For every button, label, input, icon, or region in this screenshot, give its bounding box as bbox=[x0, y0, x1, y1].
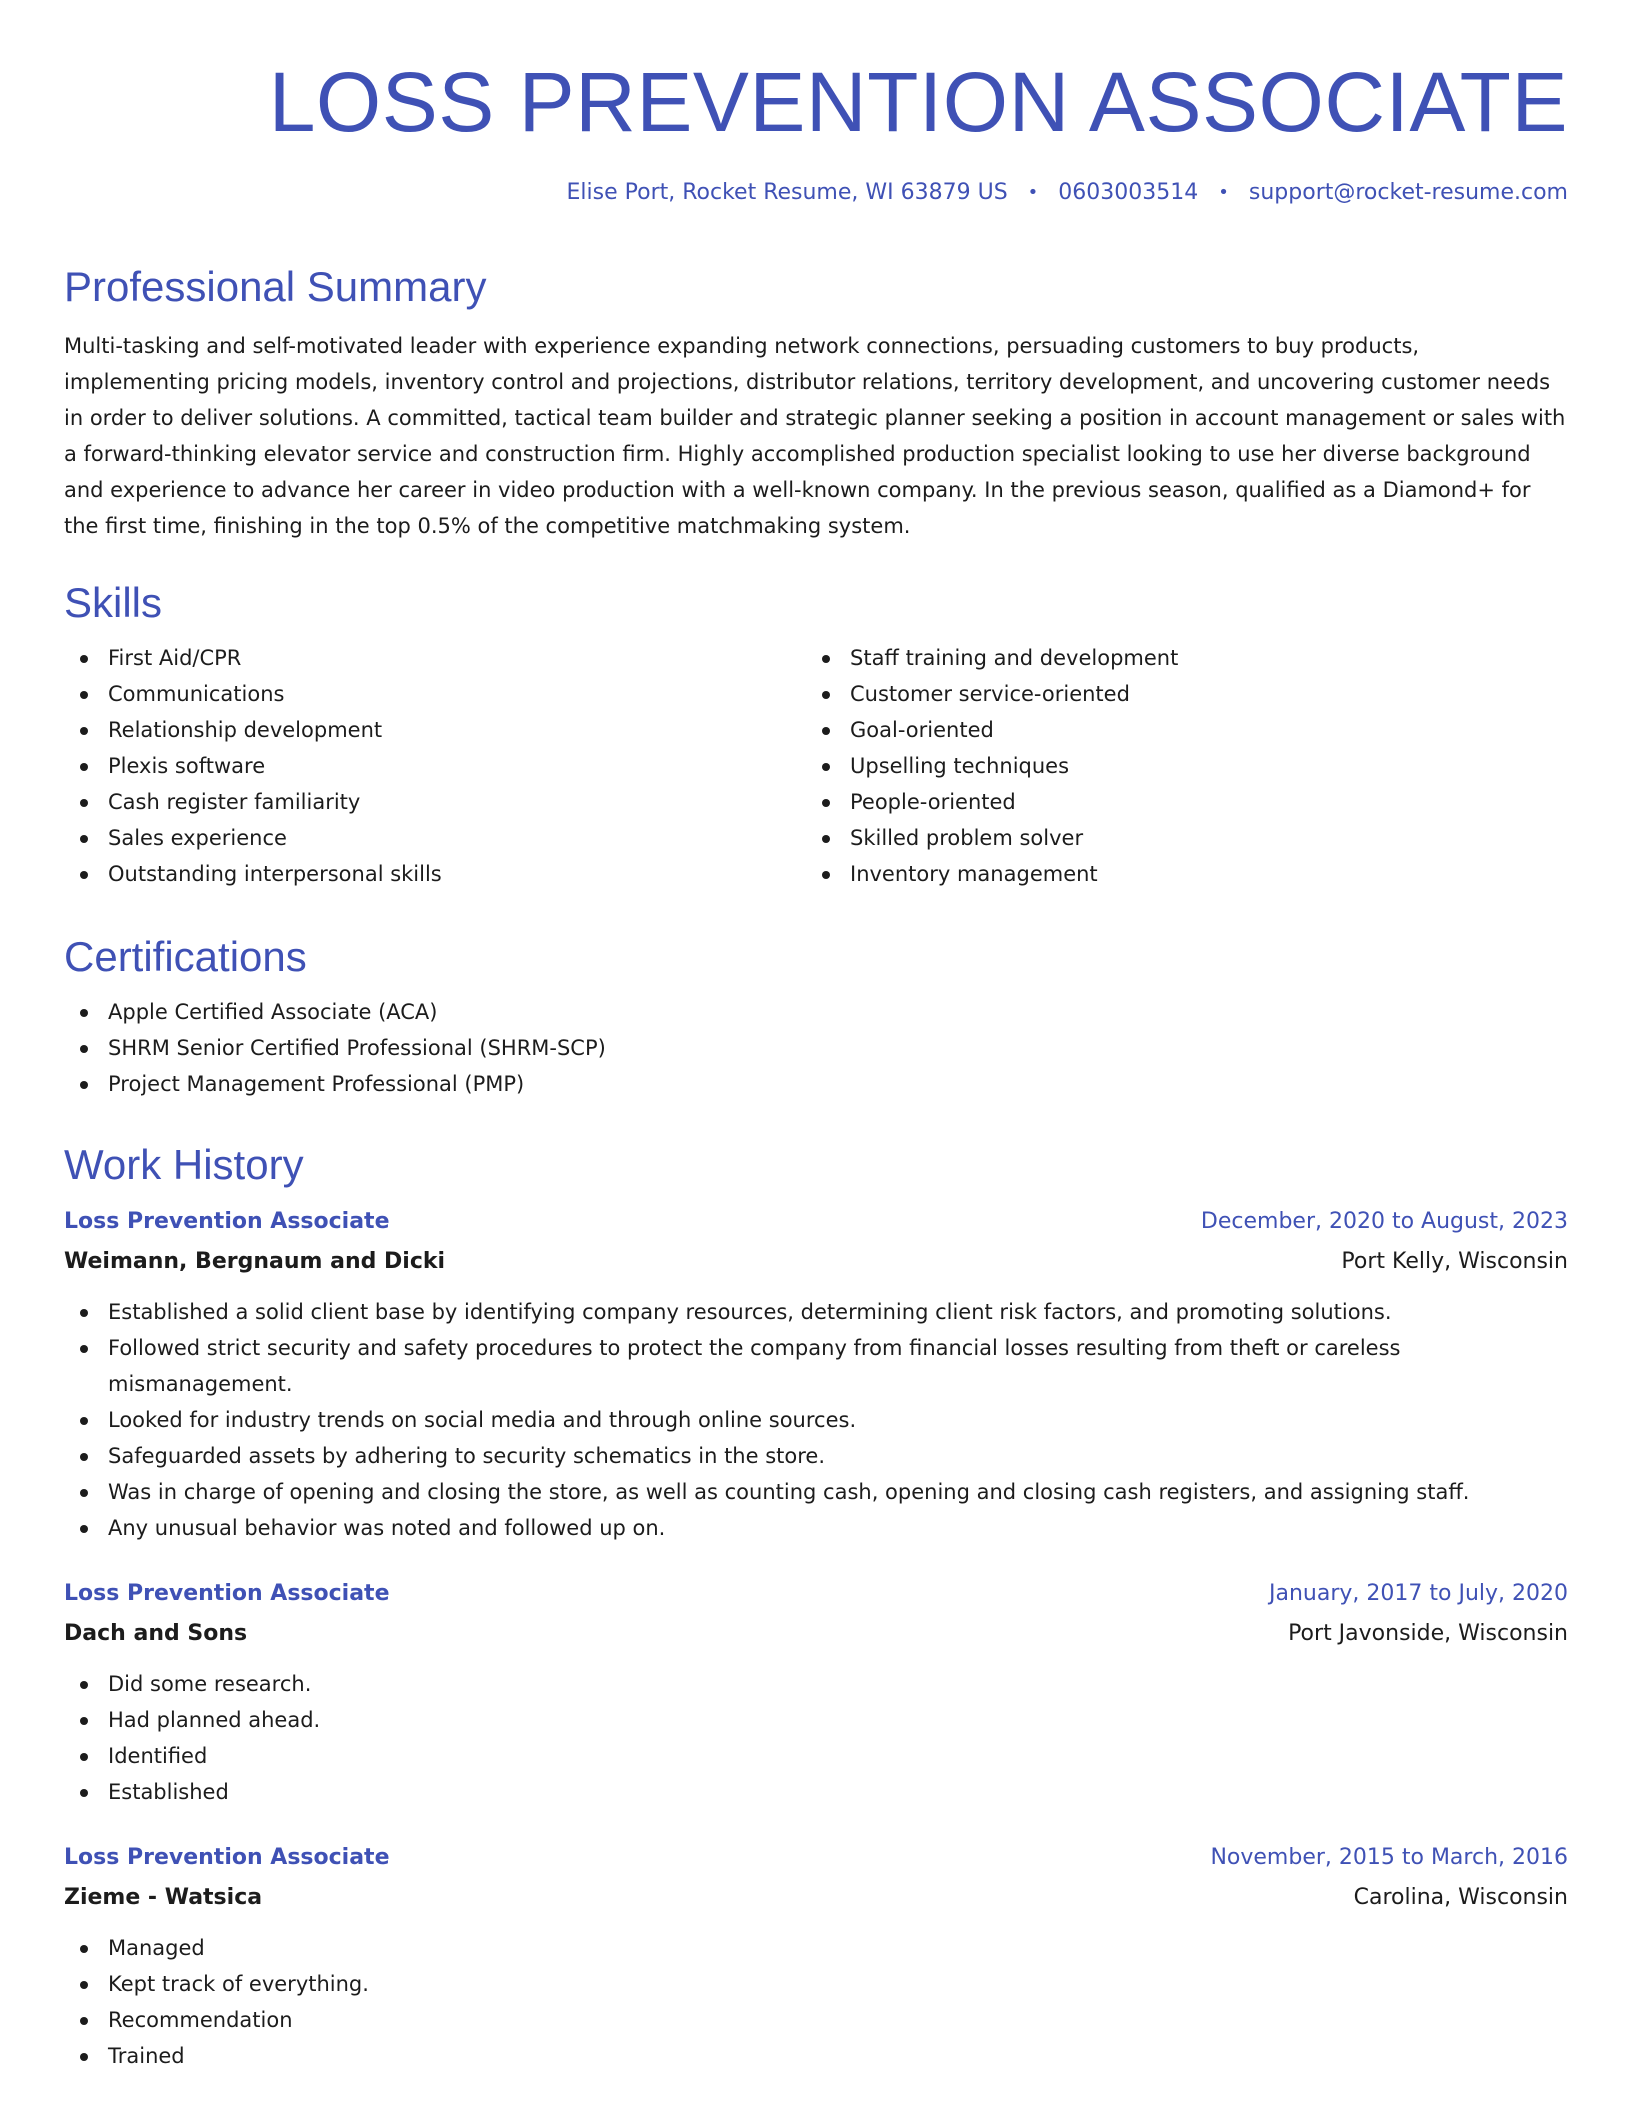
skill-item: Upselling techniques bbox=[806, 748, 1548, 784]
job-title: Loss Prevention Associate bbox=[64, 1845, 390, 1870]
job-duty: Was in charge of opening and closing the store, as well as counting cash, opening and closing cash registers, and assigning staff. bbox=[64, 1474, 1568, 1510]
work-history-heading: Work History bbox=[64, 1141, 304, 1188]
job-title: Loss Prevention Associate bbox=[64, 1581, 390, 1606]
job-dates: November, 2015 to March, 2016 bbox=[1210, 1845, 1568, 1870]
job-duty: Managed bbox=[64, 1930, 1568, 1966]
job-duties-list bbox=[64, 1294, 1568, 1546]
skill-item: Outstanding interpersonal skills bbox=[64, 856, 806, 892]
job-duties-list bbox=[64, 1666, 1568, 1810]
certification-item: SHRM Senior Certified Professional (SHRM-SCP) bbox=[64, 1030, 1568, 1066]
skills-section bbox=[64, 578, 1568, 892]
skills-heading: Skills bbox=[64, 579, 163, 626]
skills-list-left bbox=[64, 640, 806, 892]
skill-item: Cash register familiarity bbox=[64, 784, 806, 820]
job-entry bbox=[64, 1574, 1568, 1810]
contact-address: Elise Port, Rocket Resume, WI 63879 US bbox=[566, 180, 1008, 205]
summary-text: Multi-tasking and self-motivated leader with experience expanding network connections, persuading customers to buy products, implementing pricing models, inventory control and projections, distributor relations, territory development, and uncovering customer needs in order to deliver solutions. A committed, tactical team builder and strategic planner seeking a position in account management or sales with a forward-thinking elevator service and construction firm. Highly accomplished production specialist looking to use her diverse background and experience to advance her career in video production with a well-known company. In the previous season, qualified as a Diamond+ for the first time, finishing in the top 0.5% of the competitive matchmaking system. bbox=[64, 334, 1566, 538]
skill-item: Plexis software bbox=[64, 748, 806, 784]
job-header-row bbox=[64, 1202, 1568, 1242]
job-duty: Safeguarded assets by adhering to security schematics in the store. bbox=[64, 1438, 1568, 1474]
job-duty: Trained bbox=[64, 2038, 1568, 2074]
job-company-row bbox=[64, 1614, 1568, 1654]
job-company: Weimann, Bergnaum and Dicki bbox=[64, 1249, 446, 1274]
certification-item: Apple Certified Associate (ACA) bbox=[64, 994, 1568, 1030]
job-duty: Any unusual behavior was noted and followed up on. bbox=[64, 1510, 1568, 1546]
skills-columns bbox=[64, 640, 1568, 892]
job-location: Port Javonside, Wisconsin bbox=[1288, 1621, 1568, 1646]
skill-item: First Aid/CPR bbox=[64, 640, 806, 676]
job-company-row bbox=[64, 1242, 1568, 1282]
skill-item: Customer service-oriented bbox=[806, 676, 1548, 712]
job-duty: Established bbox=[64, 1774, 1568, 1810]
certification-item: Project Management Professional (PMP) bbox=[64, 1066, 1568, 1102]
summary-heading: Professional Summary bbox=[64, 263, 487, 310]
contact-phone: 0603003514 bbox=[1058, 180, 1199, 205]
job-header-row bbox=[64, 1574, 1568, 1614]
skills-list-right bbox=[806, 640, 1548, 892]
skill-item: Staff training and development bbox=[806, 640, 1548, 676]
job-company: Zieme - Watsica bbox=[64, 1885, 263, 1910]
job-entry bbox=[64, 1202, 1568, 1546]
skill-item: Inventory management bbox=[806, 856, 1548, 892]
skill-item: Sales experience bbox=[64, 820, 806, 856]
certifications-heading: Certifications bbox=[64, 933, 307, 980]
job-header-row bbox=[64, 1838, 1568, 1878]
skill-item: Relationship development bbox=[64, 712, 806, 748]
job-duty: Followed strict security and safety procedures to protect the company from financial losses resulting from theft or careless mismanagement. bbox=[64, 1330, 1568, 1402]
job-company-row bbox=[64, 1878, 1568, 1918]
contact-separator: • bbox=[1027, 182, 1039, 203]
job-location: Carolina, Wisconsin bbox=[1353, 1885, 1568, 1910]
contact-line bbox=[567, 180, 1568, 205]
job-duties-list bbox=[64, 1930, 1568, 2074]
job-entry bbox=[64, 1838, 1568, 2074]
skills-column-right bbox=[806, 640, 1548, 892]
job-duty: Did some research. bbox=[64, 1666, 1568, 1702]
job-dates: December, 2020 to August, 2023 bbox=[1200, 1209, 1568, 1234]
resume-title: LOSS PREVENTION ASSOCIATE bbox=[268, 55, 1568, 149]
work-history-section bbox=[64, 1140, 1568, 2074]
job-duty: Recommendation bbox=[64, 2002, 1568, 2038]
certifications-section bbox=[64, 932, 1568, 1102]
contact-email: support@rocket-resume.com bbox=[1248, 180, 1568, 205]
skills-column-left bbox=[64, 640, 806, 892]
job-company: Dach and Sons bbox=[64, 1621, 248, 1646]
job-duty: Looked for industry trends on social media and through online sources. bbox=[64, 1402, 1568, 1438]
skill-item: Skilled problem solver bbox=[806, 820, 1548, 856]
resume-header bbox=[64, 0, 1568, 154]
job-dates: January, 2017 to July, 2020 bbox=[1269, 1581, 1568, 1606]
contact-separator: • bbox=[1218, 182, 1229, 203]
job-duty: Had planned ahead. bbox=[64, 1702, 1568, 1738]
job-location: Port Kelly, Wisconsin bbox=[1341, 1249, 1568, 1274]
certifications-list bbox=[64, 994, 1568, 1102]
skill-item: Communications bbox=[64, 676, 806, 712]
skill-item: Goal-oriented bbox=[806, 712, 1548, 748]
job-title: Loss Prevention Associate bbox=[64, 1209, 390, 1234]
skill-item: People-oriented bbox=[806, 784, 1548, 820]
job-duty: Established a solid client base by identifying company resources, determining client risk factors, and promoting solutions. bbox=[64, 1294, 1568, 1330]
summary-section bbox=[64, 262, 1568, 544]
job-duty: Identified bbox=[64, 1738, 1568, 1774]
job-duty: Kept track of everything. bbox=[64, 1966, 1568, 2002]
